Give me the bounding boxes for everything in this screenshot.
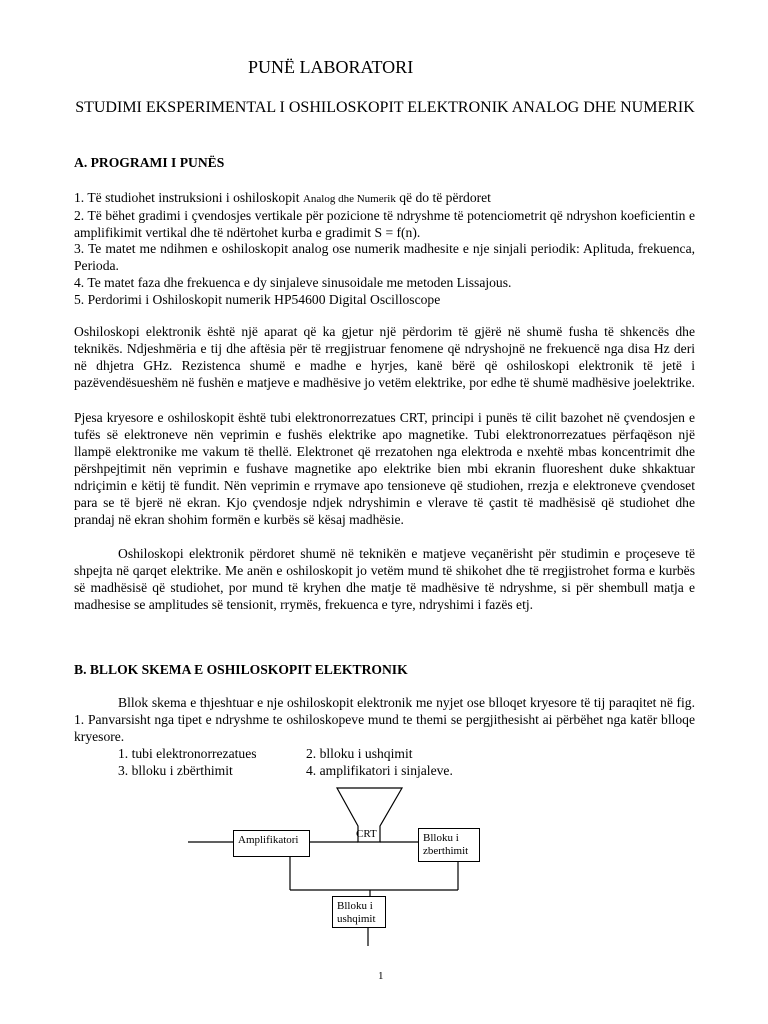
block-list-item-3: 3. blloku i zbërthimit bbox=[118, 763, 233, 778]
power-label: Blloku i ushqimit bbox=[337, 900, 376, 925]
block-list-item-1: 1. tubi elektronorrezatues bbox=[118, 746, 257, 761]
block-list-item-2: 2. blloku i ushqimit bbox=[306, 746, 413, 761]
sweep-label: Blloku i zberthimit bbox=[423, 832, 469, 857]
amplifier-block bbox=[233, 830, 310, 857]
program-item-4: 4. Te matet faza dhe frekuenca e dy sinjaleve sinusoidale me metoden Lissajous. bbox=[74, 275, 512, 290]
page-subtitle: STUDIMI EKSPERIMENTAL I OSHILOSKOPIT ELEKTRONIK ANALOG DHE NUMERIK bbox=[75, 99, 695, 116]
program-item-1-suffix: që do të përdoret bbox=[395, 190, 491, 205]
program-item-1-prefix: 1. Të studiohet instruksioni i oshiloskopit bbox=[74, 190, 303, 205]
program-item-2: 2. Të bëhet gradimi i çvendosjes vertikale për pozicione të ndryshme të potenciometrit që ndryshon koeficientin e amplifikimit vertikal dhe të ndërtohet kurba e gradimit S = f(n). bbox=[74, 208, 695, 240]
section-a-heading: A. PROGRAMI I PUNËS bbox=[74, 155, 225, 170]
section-b-heading: B. BLLOK SKEMA E OSHILOSKOPIT ELEKTRONIK bbox=[74, 662, 408, 677]
block-list-item-4: 4. amplifikatori i sinjaleve. bbox=[306, 763, 453, 778]
block-scheme-paragraph: Bllok skema e thjeshtuar e nje oshiloskopit elektronik me nyjet ose blloqet kryesore të tij paraqitet në fig. 1. Panvarsisht nga tipet e ndryshme te oshiloskopeve mund te themi se pergjithesisht ai përbëhet nga katër blloqe kryesore. bbox=[74, 695, 695, 744]
sweep-block bbox=[418, 828, 480, 862]
amplifier-label: Amplifikatori bbox=[238, 834, 299, 846]
block-diagram bbox=[180, 782, 500, 952]
page-title: PUNË LABORATORI bbox=[248, 57, 414, 77]
crt-paragraph: Pjesa kryesore e oshiloskopit është tubi elektronorrezatues CRT, principi i punës të cilit bazohet në çvendosjen e tufës së elektroneve nën veprimin e fushës elektrike apo magnetike. Tubi elektronorrezatues përfaqëson një llampë elektronike me vakum të thellë. Elektronet që rrezatohen nga elektroda e nxehtë mbas koncentrimit dhe përshpejtimit nën veprimin e fushave magnetike apo elektrike bien mbi ekranin fluoreshent duke shkaktuar ndriçimin e këtij të fundit. Nën veprimin e rrymave apo tensioneve që studiohen, rrezja e elektroneve çvendoset para se të bjerë në ekran. Kjo çvendosje ndjek ndryshimin e vlerave të çastit të madhësisë që studiohet dhe prandaj në ekran shohim formën e kurbës së kësaj madhësie. bbox=[74, 410, 695, 527]
intro-paragraph: Oshiloskopi elektronik është një aparat që ka gjetur një përdorim të gjërë në shumë fusha të shkencës dhe teknikës. Ndjeshmëria e tij dhe aftësia për të rregjistruar fenomene që ndryshojnë ne frekuencë nga disa Hz deri në dhjetra GHz. Rezistenca shumë e madhe e hyrjes, kanë bërë që oshiloskopi elektronik të jetë i pazëvendësueshëm në fushën e matjeve e madhësive jo vetëm elektrike, por edhe të shumë madhësive joelektrike. bbox=[74, 324, 695, 390]
usage-paragraph: Oshiloskopi elektronik përdoret shumë në teknikën e matjeve veçanërisht për studimin e proçeseve të shpejta në qarqet elektrike. Me anën e oshiloskopit jo vetëm mund të shikohet dhe të rregjistrohet forma e kurbës së madhësisë që studiohet, por mund të kryhen dhe matje të madhësive të ndryshme, si për shembull matja e madhesise se amplitudes së tensionit, rrymës, frekuenca e tyre, ndryshimi i fazës etj. bbox=[74, 546, 695, 612]
program-item-1-small: Analog dhe Numerik bbox=[302, 193, 396, 205]
program-item-1 bbox=[74, 189, 491, 208]
program-item-3: 3. Te matet me ndihmen e oshiloskopit analog ose numerik madhesite e nje sinjali periodik: Aplituda, frekuenca, Perioda. bbox=[74, 241, 695, 273]
program-item-5: 5. Perdorimi i Oshiloskopit numerik HP54600 Digital Oscilloscope bbox=[74, 292, 441, 307]
power-block bbox=[332, 896, 386, 928]
crt-label: CRT bbox=[356, 828, 377, 840]
page-number: 1 bbox=[378, 970, 384, 982]
